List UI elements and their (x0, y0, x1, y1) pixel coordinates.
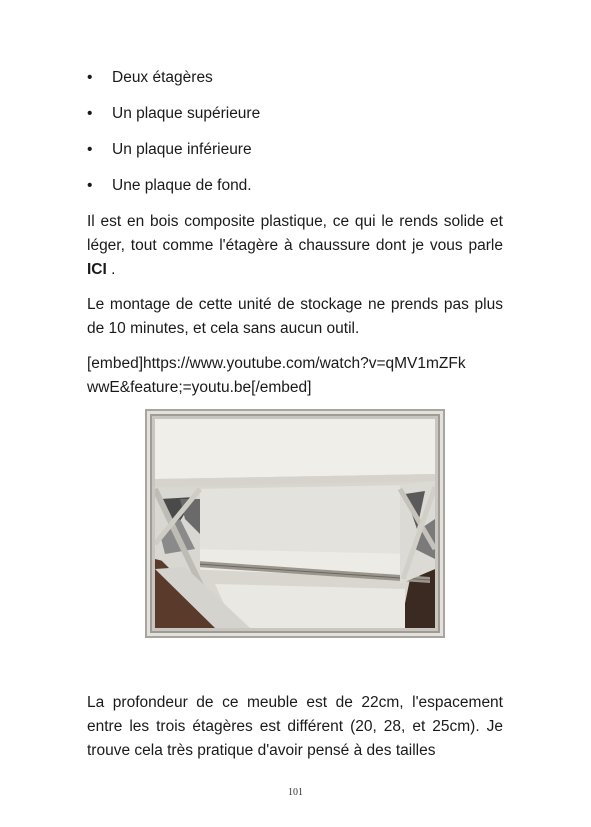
bullet-glyph: • (87, 69, 93, 86)
paragraph-material (87, 210, 503, 282)
shelf-photo (145, 409, 445, 638)
embed-line-1: [embed]https://www.youtube.com/watch?v=qMV1mZFk (87, 355, 466, 372)
list-item (87, 138, 503, 162)
embed-line-2: wwE&feature;=youtu.be[/embed] (87, 379, 312, 396)
paragraph-dimensions: La profondeur de ce meuble est de 22cm, l'espacement entre les trois étagères est différent (20, 28, et 25cm). Je trouve cela très pratique d'avoir pensé à des tailles (87, 693, 503, 759)
ici-link[interactable]: ICI (87, 261, 107, 278)
paragraph-material-end: . (106, 261, 116, 278)
list-item-text: Un plaque supérieure (112, 105, 261, 122)
list-item-text: Un plaque inférieure (112, 141, 252, 158)
list-item (87, 102, 503, 126)
shelf-photo-image (155, 419, 435, 628)
paragraph-assembly: Le montage de cette unité de stockage ne prends pas plus de 10 minutes, et cela sans aucun outil. (87, 296, 503, 337)
body-text (87, 66, 503, 411)
bullet-glyph: • (87, 141, 93, 158)
bullet-glyph: • (87, 177, 93, 194)
list-item (87, 66, 503, 90)
page-number: 101 (288, 787, 303, 798)
paragraph-material-text: Il est en bois composite plastique, ce qui le rends solide et léger, tout comme l'étagère à chaussure dont je vous parle (87, 213, 503, 254)
bullet-list (87, 66, 503, 198)
list-item (87, 174, 503, 198)
list-item-text: Une plaque de fond. (112, 177, 252, 194)
list-item-text: Deux étagères (112, 69, 213, 86)
embed-code (87, 352, 503, 400)
bullet-glyph: • (87, 105, 93, 122)
